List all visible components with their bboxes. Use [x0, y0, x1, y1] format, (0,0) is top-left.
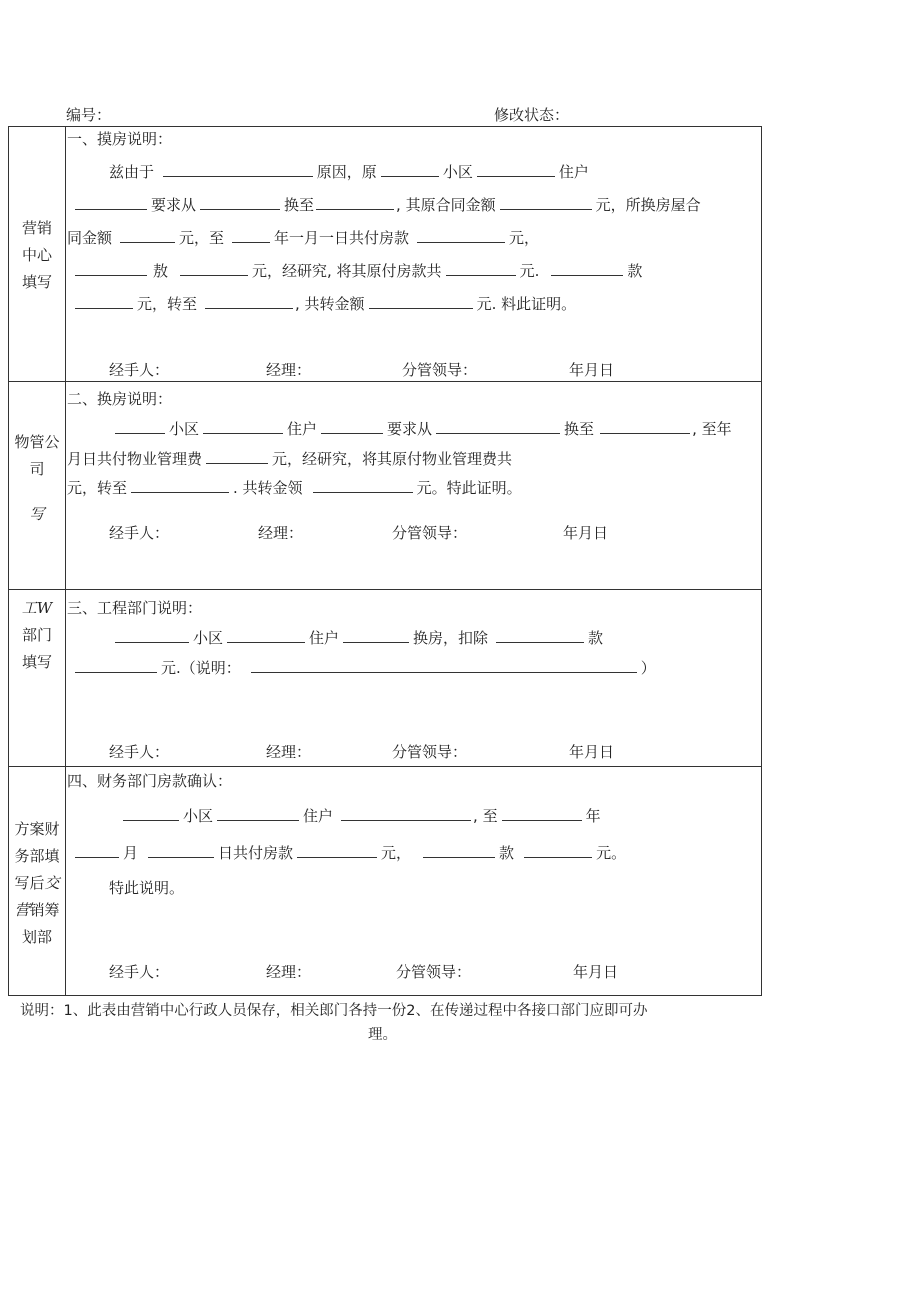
section3-line1: 小区 住户 换房，扣除 款: [115, 628, 603, 648]
section2-line1: 小区 住户 要求从 换至 , 至年: [115, 419, 732, 439]
section1-line2: 要求从 换至 , 其原合同金额 元，所换房屋合: [75, 195, 701, 215]
section4-title: 四、财务部门房款确认：: [67, 772, 233, 790]
section1-side-label: 营销 中心 填写: [21, 219, 52, 291]
row-divider: [9, 381, 761, 382]
status-label: 修改状态：: [494, 106, 570, 124]
number-label: 编号：: [66, 106, 112, 124]
section4-line2: 月 日共付房款 元， 款 元。: [75, 843, 626, 863]
section4-side-label: 方案财 务部填 写后交 营销筹 划部: [14, 820, 60, 946]
section1-line3: 同金额 元，至 年一月一日共付房款 元，: [67, 229, 540, 247]
section1-line5: 元，转至 , 共转金额 元. 料此证明。: [75, 294, 576, 314]
column-divider: [65, 127, 66, 995]
row-divider: [9, 766, 761, 767]
section2-side-label: 物管公 司 写: [14, 433, 60, 523]
row-divider: [9, 589, 761, 590]
section2-title: 二、换房说明：: [67, 390, 173, 408]
section3-title: 三、工程部门说明：: [67, 599, 203, 617]
section4-line1: 小区 住户 , 至 年: [123, 806, 601, 826]
section1-title: 一、摸房说明：: [67, 130, 173, 148]
section3-line2: 元.（说明： ）: [75, 658, 656, 678]
form-table: 营销 中心 填写 一、摸房说明： 兹由于 原因，原 小区 住户 要求从 换至 , 其原合同金额 元，所换房屋合 同金额 元，至 年一月一日共付房款 元， 敖 元，经研究, 将其原付房款共 元. 款 元，转至 , 共转金额 元. 料此证明。 经手人： 经理： 分管领导： 年月日 物管公 司 写 二、换房说明： 小区 住户 要求从 换至 , 至年 月日共付物业管理费 元，经研究，将其原付物业管理费共 元，转至 . 共转金领 元。特此证明。 经手人： 经理： 分管领导： 年月日 工W 部门 填写 三、工程部门说明： 小区 住户 换房，扣除 款 元.（说明： ） 经手人： 经理： 分管领导： 年月日 方案财 务部填 写后交 营销筹 划部 四、财务部门房款确认： 小区 住户 , 至 年 月 日共付房款 元， 款 元。 特此说明。 经手人： 经理： 分管领导： 年月日: [8, 126, 762, 996]
section1-line4: 敖 元，经研究, 将其原付房款共 元. 款: [75, 261, 642, 281]
footer-note-line2: 理。: [368, 1027, 397, 1043]
footer-note-line1: 说明：1、此表由营销中心行政人员保存，相关郎门各持一份2、在传递过程中各接口部门应即可办: [20, 1003, 648, 1019]
section3-side-label: 工W 部门 填写: [21, 599, 53, 671]
section4-line3: 特此说明。: [109, 879, 185, 897]
section1-line1: 兹由于 原因，原 小区 住户: [109, 163, 589, 181]
section2-line2: 月日共付物业管理费 元，经研究，将其原付物业管理费共: [67, 450, 513, 468]
section2-line3: 元，转至 . 共转金领 元。特此证明。: [67, 479, 522, 497]
